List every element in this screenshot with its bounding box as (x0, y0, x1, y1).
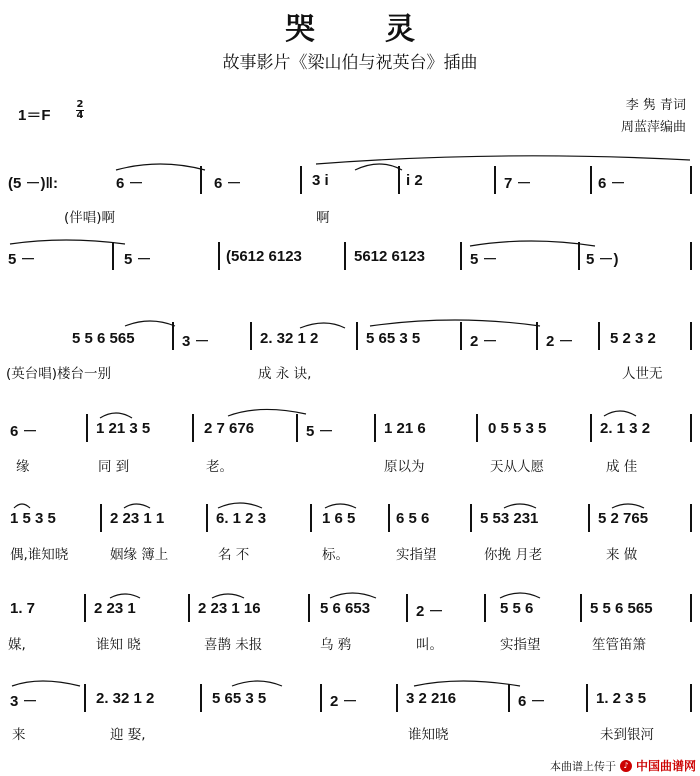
measure-notes: 1 21 6 (384, 420, 426, 437)
tie-slur (12, 681, 80, 686)
tie-slur (14, 504, 30, 508)
measure-notes: 5 －) (586, 251, 619, 268)
measure-notes: 5 6 653 (320, 600, 371, 617)
measure-notes: 6 － (214, 175, 242, 192)
tie-slur (504, 504, 536, 508)
measure-notes: 5 － (470, 251, 498, 268)
measure-notes: 6 － (518, 693, 546, 710)
measure-notes: 5 65 3 5 (366, 330, 421, 347)
tie-slur (470, 241, 595, 246)
measure-notes: 1. 7 (10, 600, 36, 617)
lyric-text: 人世无 (622, 366, 663, 382)
measure-notes: 5 5 6 565 (72, 330, 135, 347)
measure-notes: 6 － (116, 175, 144, 192)
composer-credit: 周蓝萍编曲 (620, 120, 686, 135)
lyric-text: 成 佳 (606, 459, 638, 475)
tie-slur (612, 504, 644, 508)
lyric-text: (英台唱)楼台一别 (6, 366, 112, 382)
tie-slur (370, 320, 540, 326)
measure-notes: 2 － (330, 693, 358, 710)
tie-slur (300, 323, 345, 328)
lyric-text: 未到银河 (600, 727, 654, 743)
lyric-text: 你挽 月老 (484, 547, 543, 563)
measure-notes: 5 5 6 565 (590, 600, 653, 617)
measure-notes: 3 2 216 (406, 690, 457, 707)
site-logo-text[interactable]: 中国曲谱网 (635, 759, 696, 773)
meter-bottom: 4 (76, 110, 84, 121)
lyric-text: 名 不 (218, 547, 250, 563)
measure-notes: 6 － (10, 423, 38, 440)
lyric-text: 媒, (8, 637, 26, 653)
lyric-text: 姻缘 簿上 (110, 547, 169, 563)
measure-notes: 1. 2 3 5 (596, 690, 647, 707)
lyric-text: 标。 (322, 547, 349, 563)
measure-notes: 2 7 676 (204, 420, 255, 437)
lyric-text: (伴唱)啊 (64, 210, 116, 226)
lyric-text: 原以为 (384, 459, 425, 475)
lyric-text: 叫。 (416, 637, 443, 653)
measure-notes: i 2 (406, 172, 423, 189)
upload-credit (550, 757, 696, 774)
lyric-text: 乌 鸦 (320, 637, 352, 653)
measure-notes: (5 －)‖: (8, 175, 58, 192)
tie-slur (316, 156, 690, 164)
measure-notes: 1 6 5 (322, 510, 356, 527)
measure-notes: 2 23 1 1 (110, 510, 165, 527)
lyric-text: 谁知晓 (408, 727, 449, 743)
measure-notes: 3 － (182, 333, 210, 350)
measure-notes: 2 23 1 16 (198, 600, 261, 617)
measure-notes: 2 － (416, 603, 444, 620)
tie-slur (100, 413, 132, 418)
lyric-text: 实指望 (500, 637, 541, 653)
tie-slur (414, 681, 520, 686)
measure-notes: 1 5 3 5 (10, 510, 56, 527)
tie-slur (500, 593, 540, 598)
lyric-text: 实指望 (396, 547, 437, 563)
tie-slur (604, 411, 636, 416)
upload-credit-text: 本曲谱上传于 (549, 759, 616, 773)
lyric-text: 喜鹊 未报 (204, 637, 263, 653)
measure-notes: 2. 32 1 2 (96, 690, 155, 707)
lyric-text: 笙管笛箫 (592, 637, 646, 653)
measure-notes: 5 53 231 (480, 510, 539, 527)
lyric-text: 迎 娶, (110, 727, 146, 743)
lyric-text: 同 到 (98, 459, 130, 475)
measure-notes: 2 － (546, 333, 574, 350)
meter-top: 2 (76, 99, 84, 110)
tie-slur (228, 409, 306, 416)
measure-notes: 3 i (312, 172, 329, 189)
lyric-text: 偶,谁知晓 (10, 547, 69, 563)
measure-notes: 3 － (10, 693, 38, 710)
music-site-logo-icon: ♪ (620, 760, 632, 772)
measure-notes: 5 － (306, 423, 334, 440)
measure-notes: 5 2 765 (598, 510, 649, 527)
measure-notes: 5 － (124, 251, 152, 268)
measure-notes: 2. 32 1 2 (260, 330, 319, 347)
key-signature: 1＝F (18, 107, 51, 124)
measure-notes: 2. 1 3 2 (600, 420, 651, 437)
tie-slur (125, 321, 175, 326)
measure-notes: 0 5 5 3 5 (488, 420, 547, 437)
measure-notes: 5 2 3 2 (610, 330, 656, 347)
measure-notes: 1 21 3 5 (96, 420, 151, 437)
measure-notes: (5612 6123 (226, 248, 302, 265)
lyric-text: 成 永 诀, (258, 366, 312, 382)
tie-slur (110, 594, 140, 598)
tie-slur (355, 164, 402, 170)
tie-slur (10, 240, 125, 244)
tie-slur (124, 504, 150, 508)
song-subtitle: 故事影片《梁山伯与祝英台》插曲 (222, 53, 478, 73)
measure-notes: 5612 6123 (354, 248, 425, 265)
tie-slur (116, 164, 205, 170)
measure-notes: 7 － (504, 175, 532, 192)
lyric-text: 缘 (16, 459, 30, 475)
measure-notes: 6. 1 2 3 (216, 510, 267, 527)
lyric-text: 啊 (316, 210, 330, 226)
tie-slur (325, 504, 356, 508)
tie-slur (232, 681, 282, 686)
tie-slur (218, 503, 262, 508)
lyricist-credit: 李 隽 青词 (625, 98, 686, 113)
lyric-text: 老。 (206, 459, 233, 475)
measure-notes: 5 － (8, 251, 36, 268)
measure-notes: 6 － (598, 175, 626, 192)
tie-slur (212, 594, 244, 598)
lyric-text: 天从人愿 (490, 459, 544, 475)
measure-notes: 2 － (470, 333, 498, 350)
measure-notes: 5 65 3 5 (212, 690, 267, 707)
lyric-text: 来 (12, 727, 26, 743)
measure-notes: 6 5 6 (396, 510, 430, 527)
measure-notes: 5 5 6 (500, 600, 534, 617)
tie-slur (330, 593, 376, 598)
song-title: 哭灵 (285, 12, 485, 47)
lyric-text: 来 做 (606, 547, 638, 563)
lyric-text: 谁知 晓 (96, 637, 141, 653)
measure-notes: 2 23 1 (94, 600, 136, 617)
